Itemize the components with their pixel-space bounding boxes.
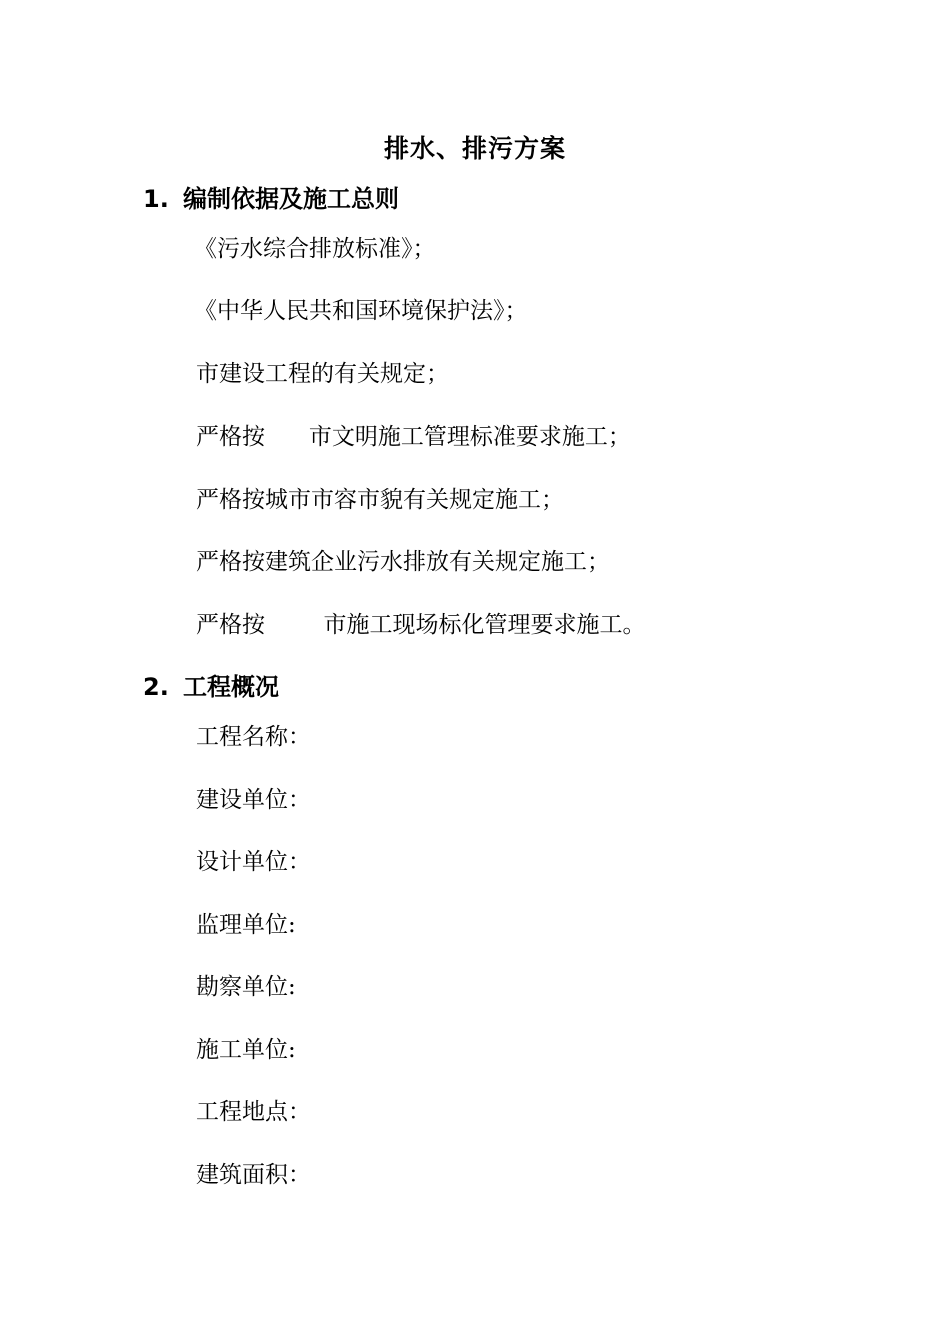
section-1-title: 编制依据及施工总则 [183, 185, 399, 213]
section-2-heading [143, 671, 279, 703]
overview-field: 监理单位: [196, 912, 296, 938]
section-1-heading [143, 183, 399, 215]
basis-item: 市建设工程的有关规定； [196, 361, 449, 387]
overview-field: 施工单位: [196, 1037, 296, 1063]
basis-item: 严格按 市文明施工管理标准要求施工； [196, 424, 631, 450]
section-1-number: 1. [143, 185, 169, 213]
overview-field: 工程名称： [196, 724, 311, 750]
overview-field: 工程地点： [196, 1099, 311, 1125]
section-2-number: 2. [143, 673, 169, 701]
overview-field: 建筑面积： [196, 1162, 311, 1188]
basis-item: 《中华人民共和国环境保护法》； [194, 298, 528, 324]
document-title: 排水、排污方案 [383, 134, 566, 163]
overview-field: 建设单位： [196, 787, 311, 813]
basis-item: 严格按 市施工现场标化管理要求施工。 [196, 612, 646, 638]
overview-field: 设计单位： [196, 849, 311, 875]
basis-item: 严格按建筑企业污水排放有关规定施工； [196, 549, 610, 575]
basis-item: 严格按城市市容市貌有关规定施工； [196, 487, 564, 513]
basis-item: 《污水综合排放标准》； [194, 236, 436, 262]
overview-field: 勘察单位: [196, 974, 296, 1000]
section-2-title: 工程概况 [183, 673, 279, 701]
